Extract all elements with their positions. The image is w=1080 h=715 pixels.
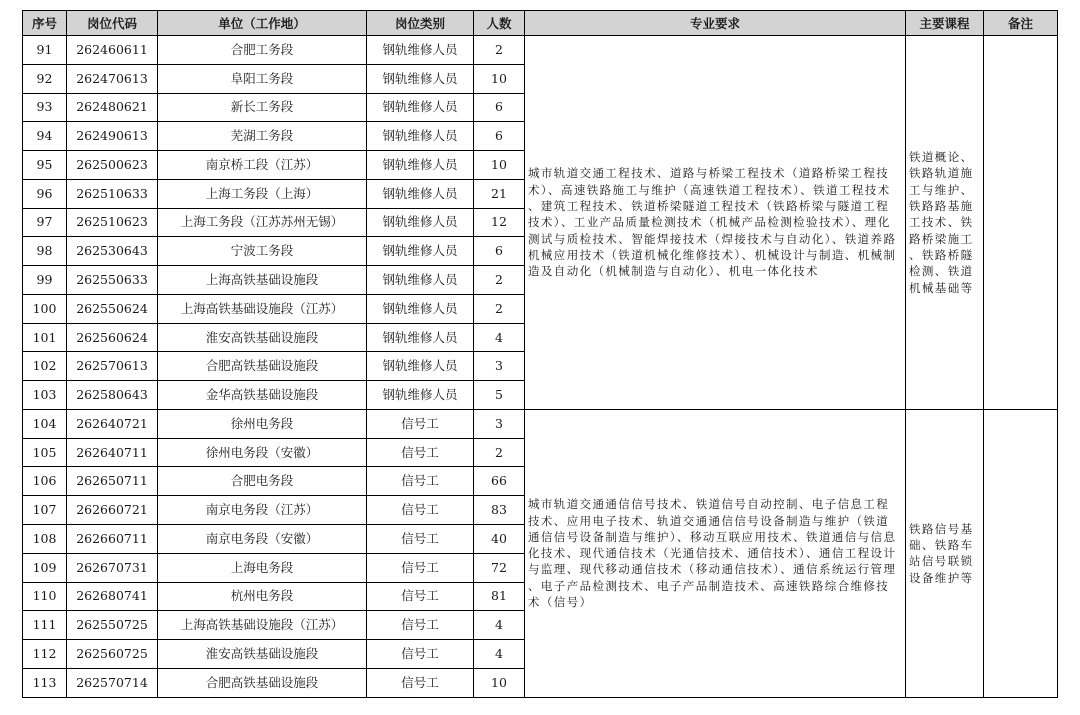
- cell-seq: 94: [23, 122, 67, 151]
- cell-category: 钢轨维修人员: [367, 36, 474, 65]
- cell-seq: 108: [23, 525, 67, 554]
- cell-code: 262650711: [67, 467, 158, 496]
- cell-category: 钢轨维修人员: [367, 179, 474, 208]
- cell-unit: 上海高铁基础设施段（江苏）: [158, 294, 367, 323]
- column-header-code: 岗位代码: [67, 11, 158, 36]
- cell-code: 262560725: [67, 640, 158, 669]
- cell-count: 83: [474, 496, 525, 525]
- cell-category: 信号工: [367, 668, 474, 697]
- cell-unit: 阜阳工务段: [158, 64, 367, 93]
- cell-category: 钢轨维修人员: [367, 93, 474, 122]
- cell-count: 10: [474, 64, 525, 93]
- cell-code: 262570714: [67, 668, 158, 697]
- cell-seq: 106: [23, 467, 67, 496]
- cell-count: 72: [474, 553, 525, 582]
- cell-seq: 98: [23, 237, 67, 266]
- cell-remarks: [984, 36, 1058, 410]
- cell-seq: 113: [23, 668, 67, 697]
- cell-seq: 112: [23, 640, 67, 669]
- cell-code: 262580643: [67, 381, 158, 410]
- cell-unit: 南京桥工段（江苏）: [158, 151, 367, 180]
- cell-unit: 芜湖工务段: [158, 122, 367, 151]
- cell-count: 4: [474, 640, 525, 669]
- cell-category: 信号工: [367, 611, 474, 640]
- cell-code: 262680741: [67, 582, 158, 611]
- column-header-count: 人数: [474, 11, 525, 36]
- cell-seq: 109: [23, 553, 67, 582]
- table-body: [23, 36, 1058, 698]
- cell-count: 5: [474, 381, 525, 410]
- cell-seq: 99: [23, 266, 67, 295]
- cell-unit: 合肥工务段: [158, 36, 367, 65]
- cell-code: 262550624: [67, 294, 158, 323]
- cell-code: 262670731: [67, 553, 158, 582]
- cell-seq: 107: [23, 496, 67, 525]
- cell-category: 钢轨维修人员: [367, 381, 474, 410]
- cell-code: 262480621: [67, 93, 158, 122]
- cell-unit: 上海高铁基础设施段: [158, 266, 367, 295]
- cell-code: 262470613: [67, 64, 158, 93]
- cell-count: 4: [474, 611, 525, 640]
- cell-seq: 104: [23, 409, 67, 438]
- column-header-remarks: 备注: [984, 11, 1058, 36]
- cell-code: 262640711: [67, 438, 158, 467]
- cell-code: 262640721: [67, 409, 158, 438]
- cell-seq: 97: [23, 208, 67, 237]
- cell-category: 信号工: [367, 496, 474, 525]
- cell-unit: 上海工务段（江苏苏州无锡）: [158, 208, 367, 237]
- cell-category: 钢轨维修人员: [367, 208, 474, 237]
- cell-unit: 金华高铁基础设施段: [158, 381, 367, 410]
- job-positions-table: [22, 10, 1058, 698]
- cell-count: 10: [474, 668, 525, 697]
- table-header: [23, 11, 1058, 36]
- cell-seq: 91: [23, 36, 67, 65]
- cell-count: 21: [474, 179, 525, 208]
- cell-category: 钢轨维修人员: [367, 237, 474, 266]
- cell-count: 2: [474, 266, 525, 295]
- cell-count: 10: [474, 151, 525, 180]
- cell-code: 262550633: [67, 266, 158, 295]
- cell-category: 信号工: [367, 525, 474, 554]
- cell-unit: 合肥电务段: [158, 467, 367, 496]
- cell-code: 262510633: [67, 179, 158, 208]
- cell-category: 信号工: [367, 640, 474, 669]
- cell-major: 城市轨道交通工程技术、道路与桥梁工程技术（道路桥梁工程技术）、高速铁路施工与维护（高速铁道工程技术）、铁道工程技术、建筑工程技术、铁道桥梁隧道工程技术（铁路桥梁与隧道工程技术）、工业产品质量检测技术（机械产品检测检验技术）、理化测试与质检技术、智能焊接技术（焊接技术与自动化）、铁道养路机械应用技术（铁道机械化维修技术）、机械设计与制造、机械制造及自动化（机械制造与自动化）、机电一体化技术: [525, 36, 906, 410]
- cell-count: 12: [474, 208, 525, 237]
- cell-seq: 111: [23, 611, 67, 640]
- cell-seq: 96: [23, 179, 67, 208]
- cell-code: 262490613: [67, 122, 158, 151]
- cell-code: 262460611: [67, 36, 158, 65]
- cell-count: 3: [474, 352, 525, 381]
- cell-unit: 合肥高铁基础设施段: [158, 352, 367, 381]
- cell-seq: 92: [23, 64, 67, 93]
- cell-count: 4: [474, 323, 525, 352]
- cell-category: 信号工: [367, 553, 474, 582]
- cell-count: 2: [474, 36, 525, 65]
- cell-unit: 淮安高铁基础设施段: [158, 323, 367, 352]
- cell-count: 2: [474, 294, 525, 323]
- cell-code: 262550725: [67, 611, 158, 640]
- cell-code: 262530643: [67, 237, 158, 266]
- cell-seq: 95: [23, 151, 67, 180]
- cell-code: 262570613: [67, 352, 158, 381]
- cell-code: 262660721: [67, 496, 158, 525]
- cell-unit: 上海高铁基础设施段（江苏）: [158, 611, 367, 640]
- cell-unit: 徐州电务段: [158, 409, 367, 438]
- header-row: [23, 11, 1058, 36]
- cell-category: 钢轨维修人员: [367, 266, 474, 295]
- cell-major: 城市轨道交通通信信号技术、铁道信号自动控制、电子信息工程技术、应用电子技术、轨道交通通信信号设备制造与维护（铁道通信信号设备制造与维护）、移动互联应用技术、铁道通信与信息化技术、现代通信技术（光通信技术、通信技术）、通信工程设计与监理、现代移动通信技术（移动通信技术）、通信系统运行管理、电子产品检测技术、电子产品制造技术、高速铁路综合维修技术（信号）: [525, 409, 906, 697]
- cell-count: 6: [474, 122, 525, 151]
- cell-count: 2: [474, 438, 525, 467]
- cell-category: 信号工: [367, 582, 474, 611]
- cell-remarks: [984, 409, 1058, 697]
- table-row: [23, 36, 1058, 65]
- cell-courses: 铁道概论、铁路轨道施工与维护、铁路路基施工技术、铁路桥梁施工、铁路桥隧检测、铁道机械基础等: [906, 36, 984, 410]
- cell-category: 信号工: [367, 438, 474, 467]
- cell-seq: 93: [23, 93, 67, 122]
- column-header-seq: 序号: [23, 11, 67, 36]
- cell-category: 信号工: [367, 467, 474, 496]
- cell-unit: 淮安高铁基础设施段: [158, 640, 367, 669]
- column-header-unit: 单位（工作地）: [158, 11, 367, 36]
- cell-code: 262560624: [67, 323, 158, 352]
- cell-unit: 徐州电务段（安徽）: [158, 438, 367, 467]
- cell-unit: 上海电务段: [158, 553, 367, 582]
- column-header-courses: 主要课程: [906, 11, 984, 36]
- cell-unit: 杭州电务段: [158, 582, 367, 611]
- cell-count: 6: [474, 237, 525, 266]
- cell-category: 钢轨维修人员: [367, 64, 474, 93]
- cell-seq: 103: [23, 381, 67, 410]
- cell-count: 6: [474, 93, 525, 122]
- column-header-category: 岗位类别: [367, 11, 474, 36]
- cell-count: 40: [474, 525, 525, 554]
- cell-category: 钢轨维修人员: [367, 151, 474, 180]
- cell-category: 钢轨维修人员: [367, 352, 474, 381]
- cell-courses: 铁路信号基础、铁路车站信号联锁设备维护等: [906, 409, 984, 697]
- cell-category: 钢轨维修人员: [367, 122, 474, 151]
- cell-category: 钢轨维修人员: [367, 323, 474, 352]
- cell-code: 262500623: [67, 151, 158, 180]
- cell-code: 262660711: [67, 525, 158, 554]
- cell-unit: 宁波工务段: [158, 237, 367, 266]
- cell-seq: 101: [23, 323, 67, 352]
- cell-seq: 105: [23, 438, 67, 467]
- cell-count: 66: [474, 467, 525, 496]
- cell-category: 信号工: [367, 409, 474, 438]
- cell-seq: 102: [23, 352, 67, 381]
- cell-unit: 新长工务段: [158, 93, 367, 122]
- cell-unit: 合肥高铁基础设施段: [158, 668, 367, 697]
- cell-code: 262510623: [67, 208, 158, 237]
- cell-category: 钢轨维修人员: [367, 294, 474, 323]
- cell-unit: 上海工务段（上海）: [158, 179, 367, 208]
- cell-count: 81: [474, 582, 525, 611]
- cell-count: 3: [474, 409, 525, 438]
- cell-seq: 110: [23, 582, 67, 611]
- cell-seq: 100: [23, 294, 67, 323]
- cell-unit: 南京电务段（安徽）: [158, 525, 367, 554]
- column-header-major: 专业要求: [525, 11, 906, 36]
- cell-unit: 南京电务段（江苏）: [158, 496, 367, 525]
- table-row: [23, 409, 1058, 438]
